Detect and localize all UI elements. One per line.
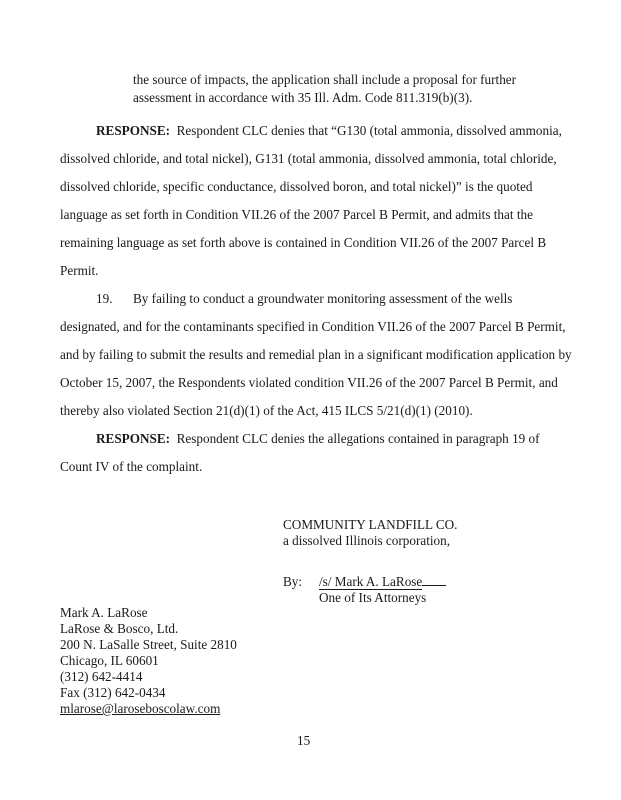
- company-description: a dissolved Illinois corporation,: [283, 533, 451, 548]
- signature-line: [319, 574, 446, 590]
- counsel-fax: Fax (312) 642-0434: [60, 685, 166, 700]
- attorney-role: One of Its Attorneys: [319, 590, 427, 605]
- paragraph-19-line-2: designated, and for the contaminants specified in Condition VII.26 of the 2007 Parcel B Permit,: [60, 319, 566, 334]
- response-text: Respondent CLC denies the allegations contained in paragraph 19 of: [176, 431, 540, 446]
- quote-line-1: the source of impacts, the application shall include a proposal for further: [133, 72, 517, 87]
- counsel-phone: (312) 642-4414: [60, 669, 143, 684]
- counsel-firm: LaRose & Bosco, Ltd.: [60, 621, 179, 636]
- paragraph-19-line-4: October 15, 2007, the Respondents violated condition VII.26 of the 2007 Parcel B Permit, and: [60, 375, 558, 390]
- response-paragraph-2-line-1: [96, 431, 540, 447]
- paragraph-19-line-5: thereby also violated Section 21(d)(1) of the Act, 415 ILCS 5/21(d)(1) (2010).: [60, 403, 473, 418]
- counsel-name: Mark A. LaRose: [60, 605, 148, 620]
- signature: /s/ Mark A. LaRose: [319, 574, 423, 589]
- by-label: By:: [283, 574, 303, 589]
- response-paragraph-2-line-2: Count IV of the complaint.: [60, 459, 203, 474]
- response-paragraph-1-line-1: [96, 123, 562, 139]
- counsel-street: 200 N. LaSalle Street, Suite 2810: [60, 637, 237, 652]
- company-name: COMMUNITY LANDFILL CO.: [283, 517, 458, 532]
- response-label: RESPONSE:: [96, 431, 171, 446]
- response-paragraph-1-line-6: Permit.: [60, 263, 99, 278]
- response-paragraph-1-line-5: remaining language as set forth above is contained in Condition VII.26 of the 2007 Parcel B: [60, 235, 547, 250]
- counsel-email[interactable]: mlarose@laroseboscolaw.com: [60, 701, 221, 716]
- page-number: 15: [297, 733, 311, 748]
- paragraph-number: 19.: [96, 291, 113, 306]
- response-paragraph-1-line-4: language as set forth in Condition VII.26 of the 2007 Parcel B Permit, and admits that the: [60, 207, 533, 222]
- paragraph-19-line-1: By failing to conduct a groundwater monitoring assessment of the wells: [133, 291, 513, 306]
- paragraph-19-line-3: and by failing to submit the results and remedial plan in a significant modification application by: [60, 347, 572, 362]
- response-label: RESPONSE:: [96, 123, 171, 138]
- signature-underline-tail: [422, 585, 446, 586]
- response-paragraph-1-line-3: dissolved chloride, specific conductance, dissolved boron, and total nickel)” is the quoted: [60, 179, 533, 194]
- response-text: Respondent CLC denies that “G130 (total ammonia, dissolved ammonia,: [176, 123, 562, 138]
- quote-line-2: assessment in accordance with 35 Ill. Adm. Code 811.319(b)(3).: [133, 90, 473, 105]
- counsel-city: Chicago, IL 60601: [60, 653, 159, 668]
- response-paragraph-1-line-2: dissolved chloride, and total nickel), G131 (total ammonia, dissolved ammonia, total chloride,: [60, 151, 557, 166]
